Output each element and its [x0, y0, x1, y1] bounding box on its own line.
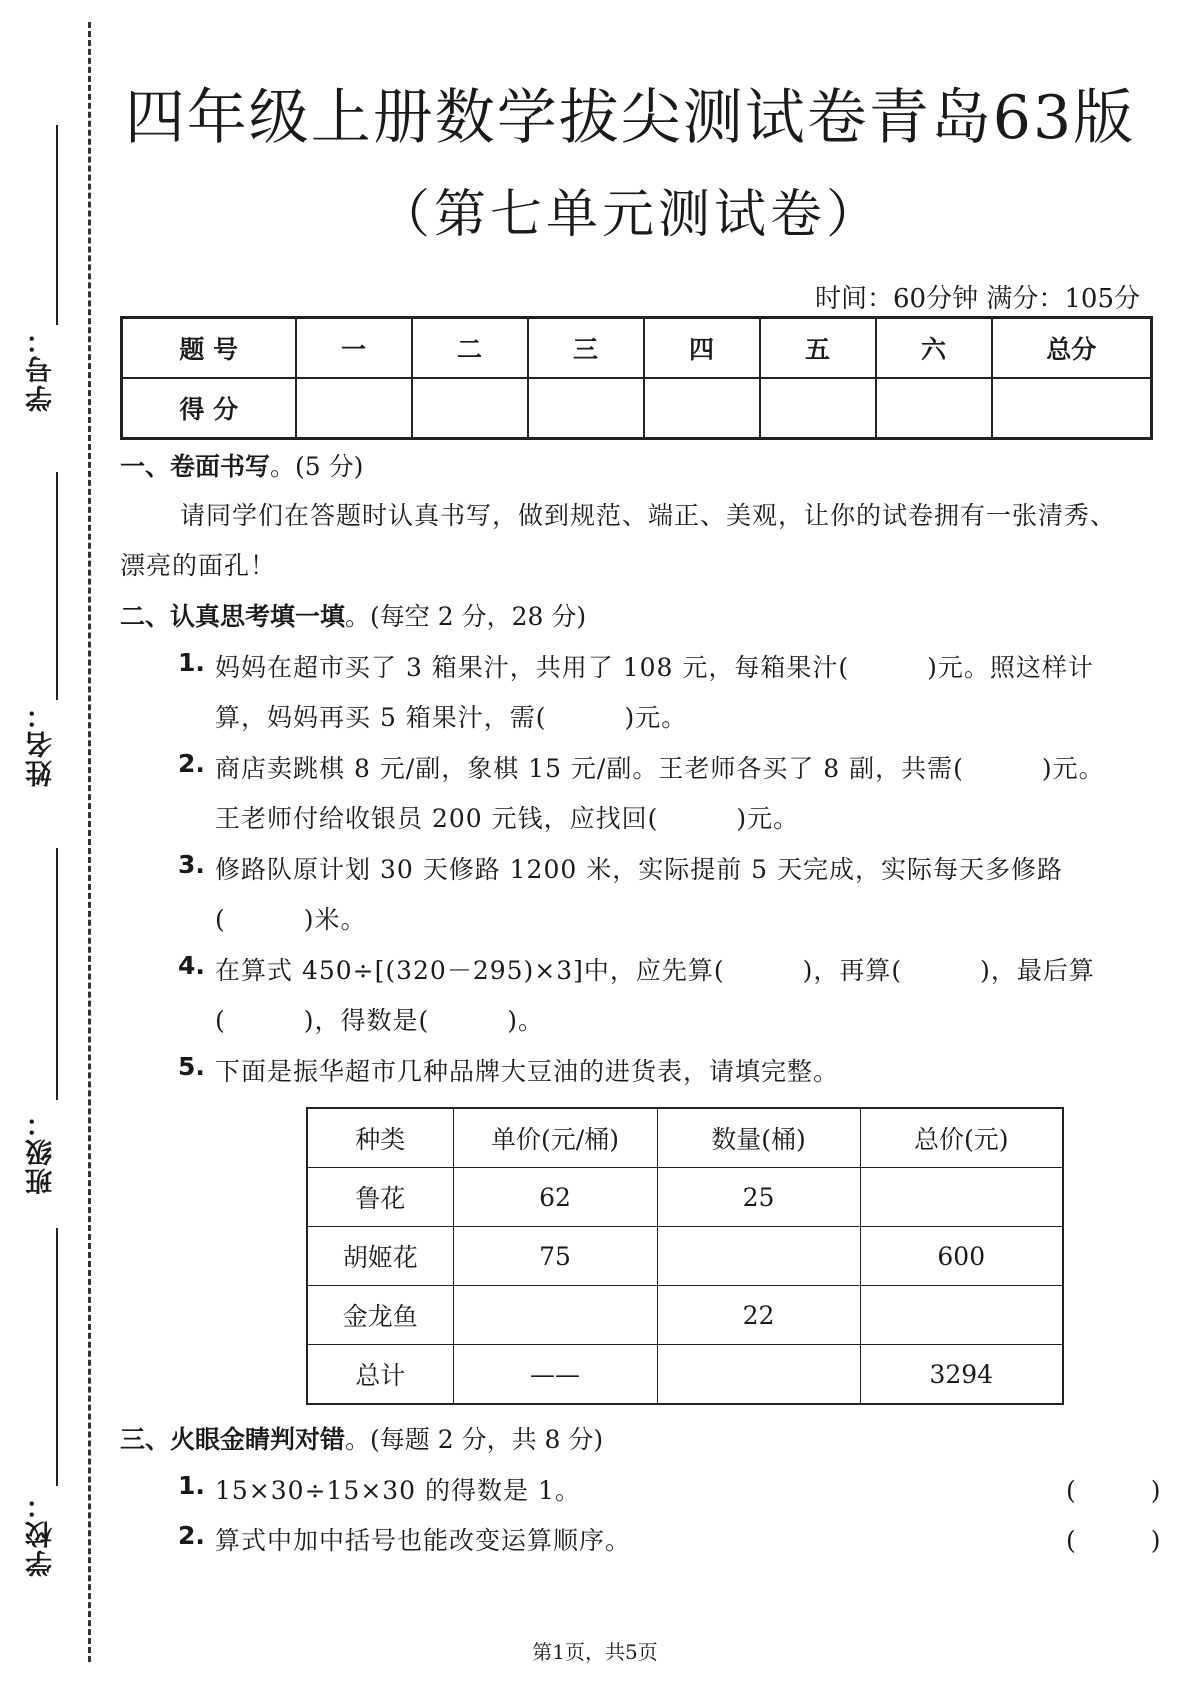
table-header-row [307, 1108, 1063, 1168]
score-header-cell: 一 [296, 318, 412, 379]
name-label: 姓名： [26, 700, 57, 787]
section-3-score: 。(每题 2 分，共 8 分) [345, 1425, 604, 1454]
answer-cell[interactable] [860, 1286, 1063, 1345]
table-cell: 金龙鱼 [307, 1286, 453, 1345]
page-subtitle: （第七单元测试卷） [377, 185, 882, 245]
section-2-score: 。(每空 2 分，28 分) [345, 602, 587, 631]
oil-purchase-table [306, 1107, 1064, 1405]
section-1-heading [120, 447, 363, 483]
name-line [56, 472, 58, 700]
table-cell: 鲁花 [307, 1168, 453, 1227]
student-id-label: 学号： [26, 325, 57, 412]
score-table-header-row [122, 318, 1152, 379]
question-5-line-1: 下面是振华超市几种品牌大豆油的进货表，请填完整。 [215, 1057, 840, 1086]
judge-question-1-text: 15×30÷15×30 的得数是 1。 [215, 1476, 581, 1505]
table-row [307, 1286, 1063, 1345]
question-number: 2. [178, 1521, 205, 1550]
section-2-title: 二、认真思考填一填 [120, 602, 346, 631]
score-header-cell: 五 [760, 318, 876, 379]
answer-cell[interactable] [860, 1168, 1063, 1227]
score-row-label: 得 分 [122, 378, 296, 439]
exam-meta: 时间：60分钟 满分：105分 [815, 284, 1140, 314]
section-1-text-line-2: 漂亮的面孔！ [120, 551, 277, 580]
question-2-line-1: 商店卖跳棋 8 元/副，象棋 15 元/副。王老师各买了 8 副，共需( )元。 [215, 754, 1105, 783]
question-number: 5. [178, 1052, 205, 1081]
table-cell: 75 [453, 1227, 657, 1286]
question-1-line-1: 妈妈在超市买了 3 箱果汁，共用了 108 元，每箱果汁( )元。照这样计 [215, 653, 1094, 682]
table-row [307, 1168, 1063, 1227]
binding-dashed-line [88, 22, 91, 1662]
question-number: 4. [178, 951, 205, 980]
question-4-line-2: ( )，得数是( )。 [215, 1006, 545, 1035]
score-header-cell: 总分 [992, 318, 1152, 379]
score-cell[interactable] [760, 378, 876, 439]
score-header-cell: 三 [528, 318, 644, 379]
score-header-cell: 题 号 [122, 318, 296, 379]
section-1-text-line-1: 请同学们在答题时认真书写，做到规范、端正、美观，让你的试卷拥有一张清秀、 [180, 501, 1117, 530]
table-cell: 62 [453, 1168, 657, 1227]
score-header-cell: 六 [876, 318, 992, 379]
question-number: 1. [178, 1471, 205, 1500]
table-cell: —— [453, 1345, 657, 1405]
page-title: 四年级上册数学拔尖测试卷青岛63版 [124, 83, 1136, 153]
score-header-cell: 四 [644, 318, 760, 379]
question-2-line-2: 王老师付给收银员 200 元钱，应找回( )元。 [215, 804, 800, 833]
question-number: 1. [178, 648, 205, 677]
question-3-line-1: 修路队原计划 30 天修路 1200 米，实际提前 5 天完成，实际每天多修路 [215, 855, 1064, 884]
table-row [307, 1227, 1063, 1286]
school-label: 学校： [26, 1490, 57, 1577]
score-cell[interactable] [876, 378, 992, 439]
score-table-score-row [122, 378, 1152, 439]
student-id-line [56, 125, 58, 325]
table-cell: 600 [860, 1227, 1063, 1286]
table-cell: 胡姬花 [307, 1227, 453, 1286]
section-1-score: 。(5 分) [270, 452, 364, 481]
section-3-title: 三、火眼金睛判对错 [120, 1425, 346, 1454]
answer-cell[interactable] [657, 1345, 860, 1405]
class-label: 班级： [26, 1108, 57, 1195]
score-cell[interactable] [412, 378, 528, 439]
score-table [120, 316, 1153, 440]
table-cell: 3294 [860, 1345, 1063, 1405]
section-2-heading [120, 597, 586, 633]
section-3-heading [120, 1420, 603, 1456]
question-4-line-1: 在算式 450÷[(320－295)×3]中，应先算( )，再算( )，最后算 [215, 956, 1095, 985]
question-3-line-2: ( )米。 [215, 905, 367, 934]
table-cell: 总计 [307, 1345, 453, 1405]
table-header-cell: 数量(桶) [657, 1108, 860, 1168]
table-cell: 22 [657, 1286, 860, 1345]
table-cell: 25 [657, 1168, 860, 1227]
judge-question-2-text: 算式中加中括号也能改变运算顺序。 [215, 1526, 632, 1555]
score-cell[interactable] [528, 378, 644, 439]
school-line [56, 1228, 58, 1486]
score-header-cell: 二 [412, 318, 528, 379]
answer-cell[interactable] [657, 1227, 860, 1286]
score-cell[interactable] [644, 378, 760, 439]
table-header-cell: 种类 [307, 1108, 453, 1168]
table-header-cell: 单价(元/桶) [453, 1108, 657, 1168]
question-1-line-2: 算，妈妈再买 5 箱果汁，需( )元。 [215, 703, 688, 732]
question-number: 2. [178, 749, 205, 778]
score-cell[interactable] [296, 378, 412, 439]
table-header-cell: 总价(元) [860, 1108, 1063, 1168]
section-1-title: 一、卷面书写 [120, 452, 271, 481]
question-number: 3. [178, 850, 205, 879]
score-cell[interactable] [992, 378, 1152, 439]
answer-parentheses[interactable]: ( ) [1066, 1526, 1161, 1555]
page-footer: 第1页，共5页 [532, 1640, 658, 1664]
class-line [56, 848, 58, 1100]
answer-parentheses[interactable]: ( ) [1066, 1476, 1161, 1505]
table-row [307, 1345, 1063, 1405]
answer-cell[interactable] [453, 1286, 657, 1345]
